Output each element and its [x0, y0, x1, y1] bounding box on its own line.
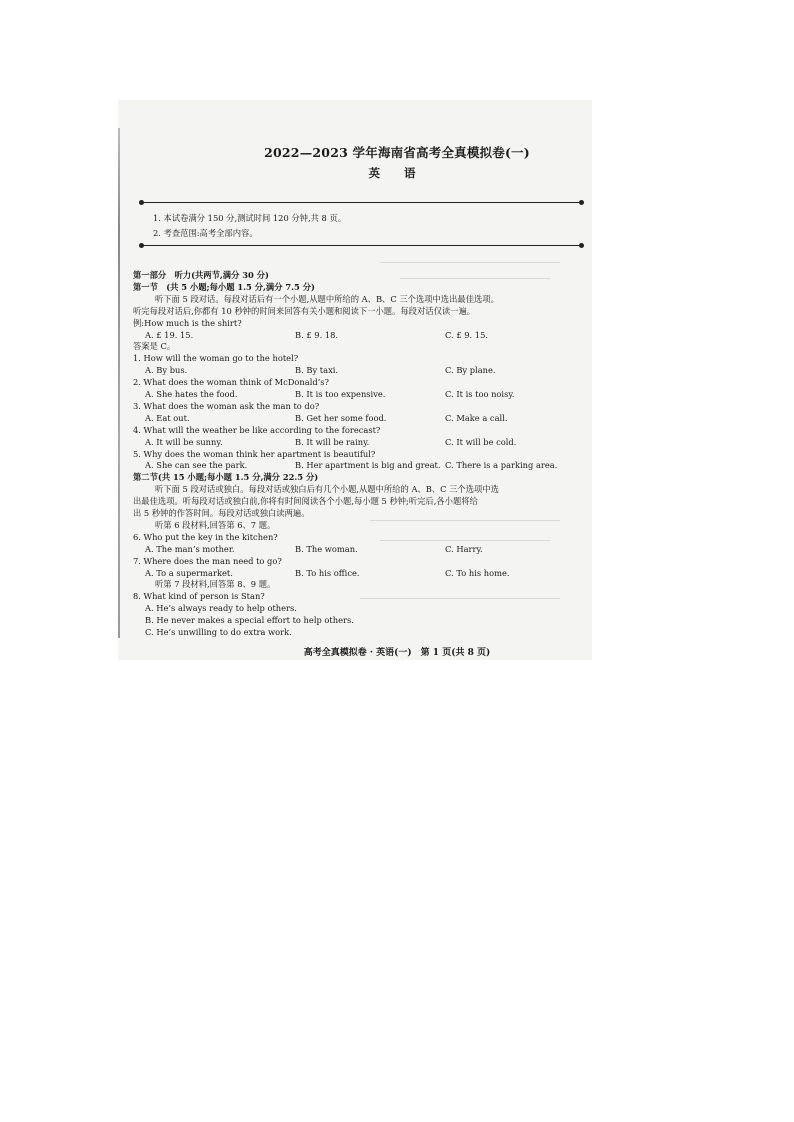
bottom-divider	[143, 245, 580, 246]
option-c: C. It will be cold.	[445, 436, 517, 447]
question-7-options	[133, 568, 593, 580]
part1-heading: 第一部分 听力(共两节,满分 30 分)	[133, 270, 269, 280]
option-c: C. £ 9. 15.	[445, 329, 488, 340]
option-c: C. To his home.	[445, 567, 510, 578]
option-c: C. Make a call.	[445, 412, 508, 423]
question-3-options	[133, 413, 593, 425]
option-b: B. Get her some food.	[295, 412, 387, 423]
option-a: A. It will be sunny.	[145, 436, 223, 447]
question-2-options	[133, 389, 593, 401]
question-1: 1. How will the woman go to the hotel?	[133, 353, 299, 364]
example-options	[133, 330, 593, 342]
exam-title: 2022—2023 学年海南省高考全真模拟卷(一)	[264, 145, 530, 160]
option-b: B. To his office.	[295, 567, 360, 578]
question-3: 3. What does the woman ask the man to do?	[133, 400, 320, 411]
option-b: B. It is too expensive.	[295, 389, 386, 400]
section2-instructions: 听下面 5 段对话或独白。每段对话或独白后有几个小题,从题中所给的 A、B、C 三个选项中选	[155, 484, 499, 495]
section1-instructions: 听下面 5 段对话。每段对话后有一个小题,从题中所给的 A、B、C 三个选项中选出最佳选项。	[155, 293, 499, 304]
option-c: C. By plane.	[445, 365, 496, 376]
question-5: 5. Why does the woman think her apartment is beautiful?	[133, 448, 376, 459]
note-2: 2. 考查范围:高考全部内容。	[153, 228, 258, 238]
question-8: 8. What kind of person is Stan?	[133, 591, 265, 602]
question-6: 6. Who put the key in the kitchen?	[133, 531, 278, 542]
example-answer: 答案是 C。	[133, 341, 176, 352]
option-b: B. £ 9. 18.	[295, 329, 339, 340]
scan-edge	[118, 128, 120, 638]
example-question: 例:How much is the shirt?	[133, 317, 242, 328]
option-b: B. It will be rainy.	[295, 436, 370, 447]
option-b: B. By taxi.	[295, 365, 339, 376]
section2-instructions: 出最佳选项。听每段对话或独白前,你将有时间阅读各个小题,每小题 5 秒钟;听完后,各小题将给	[133, 496, 478, 507]
question-4: 4. What will the weather be like according to the forecast?	[133, 424, 381, 435]
material-7-note: 听第 7 段材料,回答第 8、9 题。	[155, 579, 276, 590]
page-footer: 高考全真模拟卷 · 英语(一) 第 1 页(共 8 页)	[303, 648, 491, 658]
divider-dot	[139, 200, 144, 205]
exam-body	[133, 270, 593, 639]
option-a: A. To a supermarket.	[145, 567, 233, 578]
section2-heading: 第二节(共 15 小题;每小题 1.5 分,满分 22.5 分)	[133, 472, 319, 483]
option-a: A. £ 19. 15.	[145, 329, 194, 340]
question-1-options	[133, 365, 593, 377]
material-6-note: 听第 6 段材料,回答第 6、7 题。	[155, 519, 276, 530]
option-a: A. Eat out.	[145, 412, 190, 423]
option-a: A. The man’s mother.	[145, 543, 235, 554]
note-1: 1. 本试卷满分 150 分,测试时间 120 分钟,共 8 页。	[153, 213, 347, 223]
section2-instructions: 出 5 秒钟的作答时间。每段对话或独白读两遍。	[133, 508, 310, 519]
option-c: C. There is a parking area.	[445, 460, 558, 471]
divider-dot	[579, 243, 584, 248]
option-a: A. By bus.	[145, 365, 188, 376]
option-b: B. Her apartment is big and great.	[295, 460, 441, 471]
option-a: A. She can see the park.	[145, 460, 248, 471]
option-a: A. She hates the food.	[145, 389, 238, 400]
question-7: 7. Where does the man need to go?	[133, 555, 282, 566]
question-6-options	[133, 544, 593, 556]
exam-subject: 英 语	[368, 166, 426, 180]
question-5-options	[133, 460, 593, 472]
option-b: B. The woman.	[295, 543, 358, 554]
question-4-options	[133, 437, 593, 449]
option-c: C. He’s unwilling to do extra work.	[145, 627, 292, 638]
option-b: B. He never makes a special effort to help others.	[145, 615, 354, 626]
exam-notes	[153, 211, 346, 241]
option-a: A. He’s always ready to help others.	[145, 603, 297, 614]
section1-instructions: 听完每段对话后,你都有 10 秒钟的时间来回答有关小题和阅读下一小题。每段对话仅读一遍。	[133, 305, 476, 316]
top-divider	[143, 202, 580, 203]
divider-dot	[139, 243, 144, 248]
option-c: C. It is too noisy.	[445, 389, 515, 400]
question-2: 2. What does the woman think of McDonald’s?	[133, 377, 330, 388]
bleed-line	[380, 262, 560, 263]
divider-dot	[579, 200, 584, 205]
option-c: C. Harry.	[445, 543, 483, 554]
section1-heading: 第一节 (共 5 小题;每小题 1.5 分,满分 7.5 分)	[133, 281, 315, 292]
